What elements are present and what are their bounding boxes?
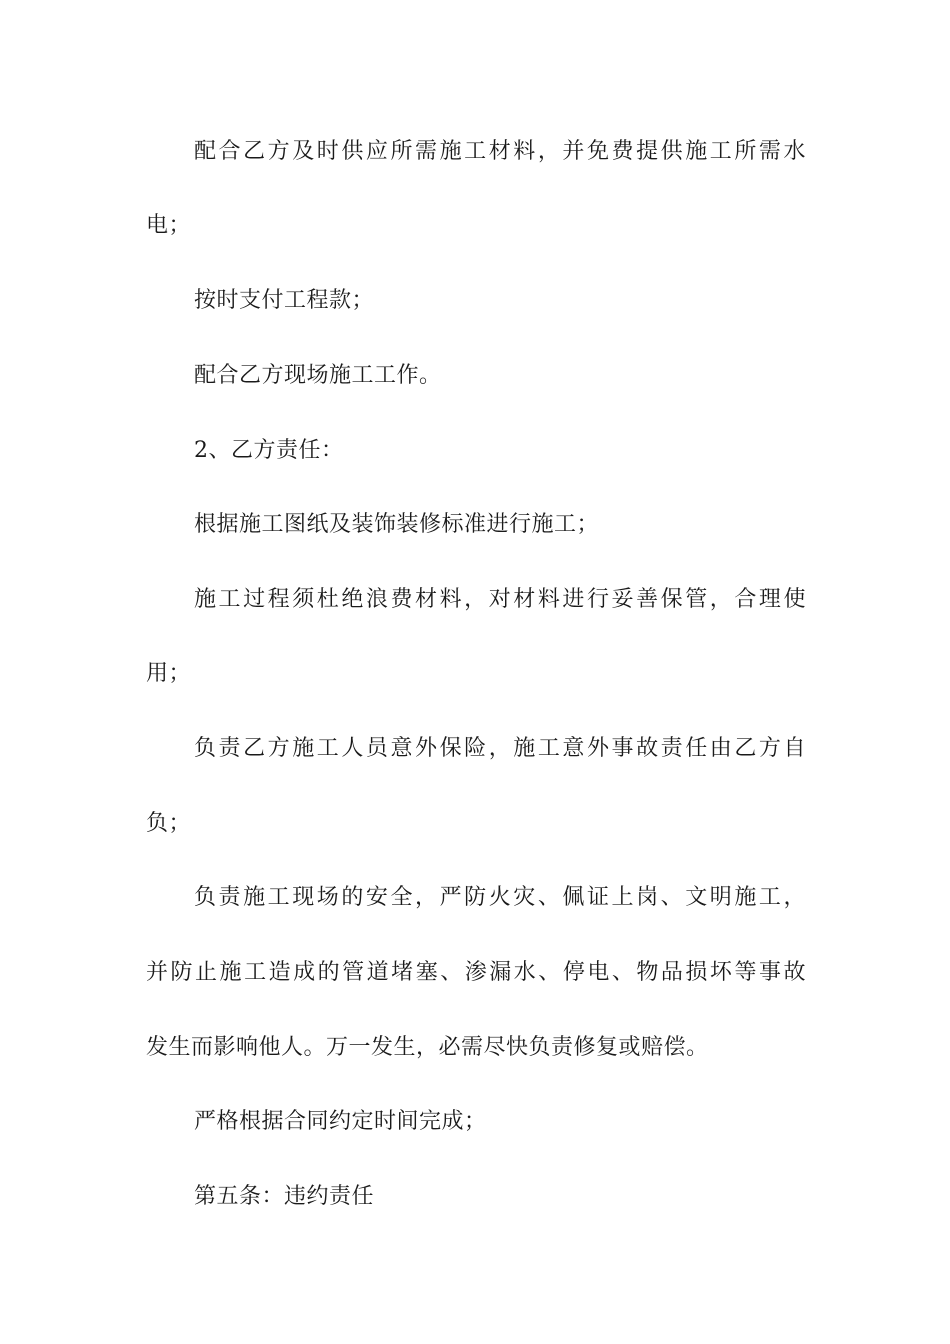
paragraph-line: 配合乙方现场施工工作。 — [194, 363, 442, 388]
paragraph-line: 负责乙方施工人员意外保险，施工意外事故责任由乙方自 — [194, 736, 806, 761]
paragraph-line: 根据施工图纸及装饰装修标准进行施工； — [194, 512, 600, 537]
paragraph-line: 施工过程须杜绝浪费材料，对材料进行妥善保管，合理使 — [194, 587, 806, 612]
paragraph-line: 配合乙方及时供应所需施工材料，并免费提供施工所需水 — [194, 139, 806, 164]
paragraph-line: 按时支付工程款； — [194, 288, 375, 313]
paragraph-line: 并防止施工造成的管道堵塞、渗漏水、停电、物品损坏等事故 — [146, 960, 806, 985]
paragraph-line: 发生而影响他人。万一发生，必需尽快负责修复或赔偿。 — [146, 1035, 709, 1060]
section-heading: 2、乙方责任： — [194, 438, 344, 463]
paragraph-line: 负责施工现场的安全，严防火灾、佩证上岗、文明施工， — [194, 885, 806, 910]
article-heading: 第五条：违约责任 — [194, 1184, 375, 1209]
paragraph-line: 严格根据合同约定时间完成； — [194, 1109, 487, 1134]
paragraph-line: 电； — [146, 213, 192, 238]
paragraph-line: 负； — [146, 811, 192, 836]
paragraph-line: 用； — [146, 661, 192, 686]
